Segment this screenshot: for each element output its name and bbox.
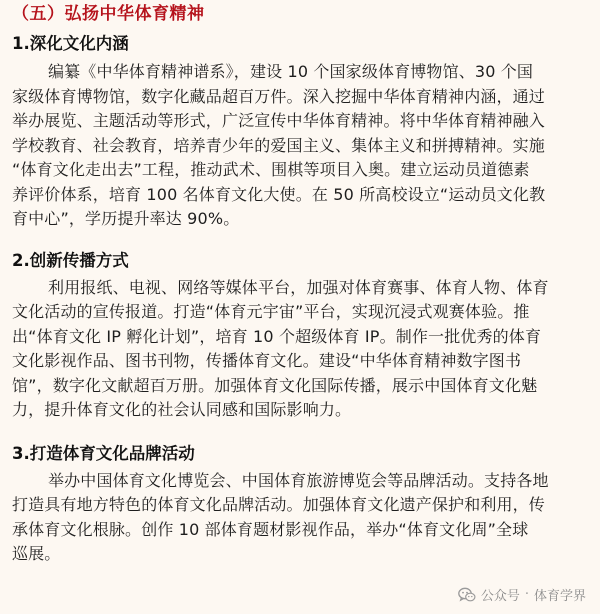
subheading-2: 2.创新传播方式 <box>12 250 129 270</box>
watermark-account: 体育学界 <box>533 589 586 604</box>
watermark-prefix: 公众号 <box>480 589 520 604</box>
watermark-separator: · <box>524 587 529 602</box>
paragraph-line: 学校教育、社会教育，培养青少年的爱国主义、集体主义和拼搏精神。实施 <box>12 135 545 155</box>
paragraph-line: 打造具有地方特色的体育文化品牌活动。加强体育文化遗产保护和利用，传 <box>12 495 545 514</box>
paragraph-line: 文化影视作品、图书刊物，传播体育文化。建设“中华体育精神数字图书 <box>12 351 522 370</box>
paragraph-2 <box>12 276 586 423</box>
paragraph-line: 育中心”，学历提升率达 90%。 <box>12 209 240 228</box>
paragraph-line: 巡展。 <box>12 544 61 563</box>
paragraph-3 <box>12 469 586 567</box>
paragraph-line: 举办展览、主题活动等形式，广泛宣传中华体育精神。将中华体育精神融入 <box>12 111 545 130</box>
paragraph-line: 编纂《中华体育精神谱系》，建设 10 个国家级体育博物馆、30 个国 <box>48 62 534 81</box>
paragraph-line: 养评价体系，培育 100 名体育文化大使。在 50 所高校设立“运动员文化教 <box>12 184 546 204</box>
paragraph-line: 馆”，数字化文献超百万册。加强体育文化国际传播，展示中国体育文化魅 <box>12 375 538 395</box>
paragraph-line: 出“体育文化 IP 孵化计划”，培育 10 个超级体育 IP。制作一批优秀的体育 <box>12 326 542 346</box>
wechat-icon <box>458 587 476 603</box>
paragraph-line: 承体育文化根脉。创作 10 部体育题材影视作品，举办“体育文化周”全球 <box>12 519 529 539</box>
paragraph-line: 举办中国体育文化博览会、中国体育旅游博览会等品牌活动。支持各地 <box>48 470 549 490</box>
paragraph-line: “体育文化走出去”工程，推动武术、围棋等项目入奥。建立运动员道德素 <box>12 160 530 179</box>
subheading-1: 1.深化文化内涵 <box>12 34 129 53</box>
paragraph-line: 利用报纸、电视、网络等媒体平台，加强对体育赛事、体育人物、体育 <box>48 277 549 297</box>
account-watermark <box>458 585 586 604</box>
subheading-3: 3.打造体育文化品牌活动 <box>12 443 195 463</box>
paragraph-line: 力，提升体育文化的社会认同感和国际影响力。 <box>12 400 352 419</box>
paragraph-1 <box>12 60 586 232</box>
paragraph-line: 文化活动的宣传报道。打造“体育元宇宙”平台，实现沉浸式观赛体验。推 <box>12 302 530 321</box>
section-title: （五）弘扬中华体育精神 <box>12 4 205 24</box>
paragraph-line: 家级体育博物馆，数字化藏品超百万件。深入挖掘中华体育精神内涵，通过 <box>12 86 545 106</box>
